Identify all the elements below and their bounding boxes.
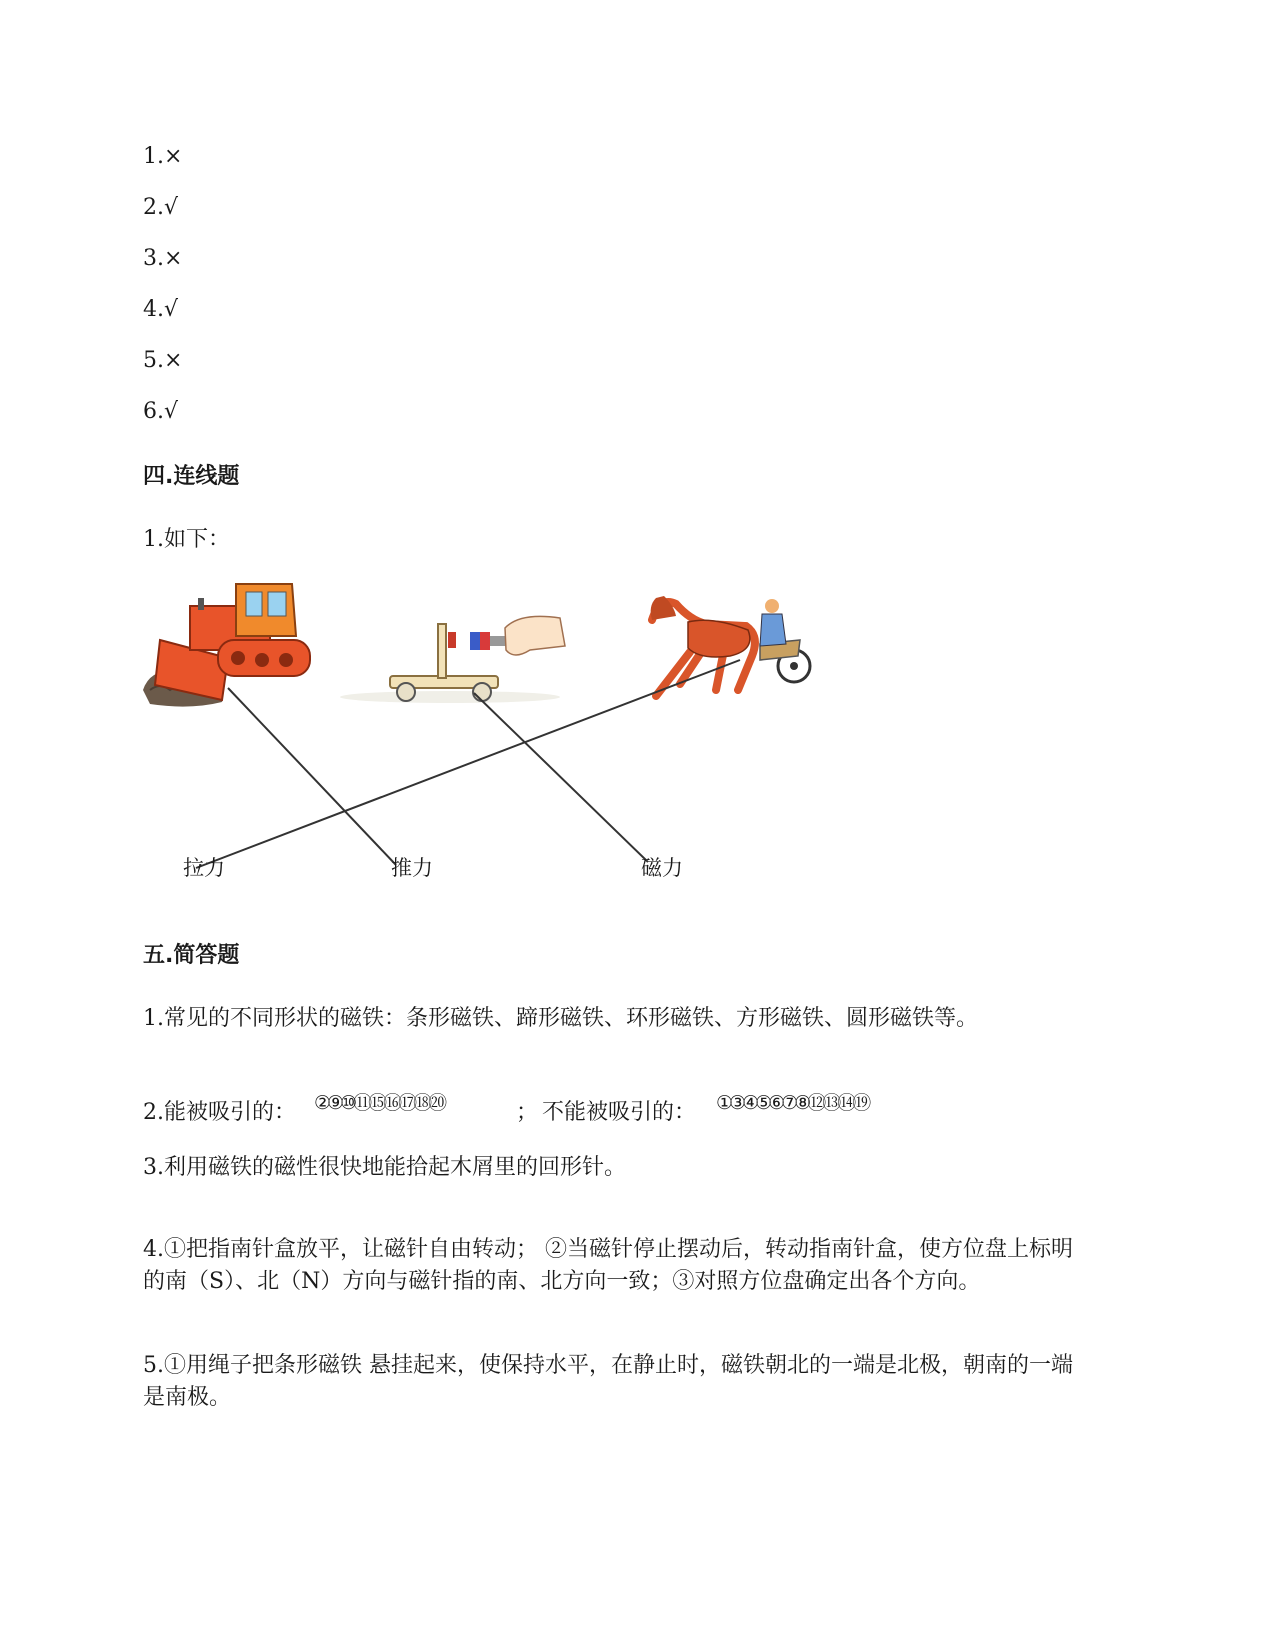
answer-5-4: 4.①把指南针盒放平，让磁针自由转动； ②当磁针停止摆动后，转动指南针盒，使方位盘上标明的南（S）、北（N）方向与磁针指的南、北方向一致；③对照方位盘确定出各个方向。 bbox=[143, 1237, 1073, 1294]
answer-5-5: 5.①用绳子把条形磁铁 悬挂起来，使保持水平，在静止时，磁铁朝北的一端是北极，朝南的一端是南极。 bbox=[143, 1353, 1073, 1410]
section-5-title: 五.简答题 bbox=[143, 943, 240, 968]
label-push: 推力 bbox=[391, 856, 433, 880]
answer-5: 5.× bbox=[143, 348, 183, 373]
answer-5-3: 3.利用磁铁的磁性很快地能拾起木屑里的回形针。 bbox=[143, 1155, 626, 1180]
not-attracted-items: ①③④⑤⑥⑦⑧⑫⑬⑭⑲ bbox=[716, 1092, 868, 1114]
answer-4: 4.√ bbox=[143, 297, 179, 322]
line-cart-to-magnetic bbox=[474, 693, 648, 862]
label-pull: 拉力 bbox=[183, 856, 225, 880]
answer-5-2-prefix: 2.能被吸引的： bbox=[143, 1100, 296, 1125]
attracted-items: ②⑨⑩⑪⑮⑯⑰⑱⑳ bbox=[314, 1092, 444, 1114]
answer-5-2-separator: ； bbox=[516, 1100, 539, 1125]
answer-3: 3.× bbox=[143, 246, 183, 271]
section-4-title: 四.连线题 bbox=[143, 464, 240, 489]
answer-6: 6.√ bbox=[143, 399, 179, 424]
bulldozer-illustration bbox=[143, 584, 310, 707]
magnet-cart-illustration bbox=[340, 616, 565, 703]
answer-5-1: 1.常见的不同形状的磁铁：条形磁铁、蹄形磁铁、环形磁铁、方形磁铁、圆形磁铁等。 bbox=[143, 1006, 978, 1031]
line-bulldozer-to-push bbox=[228, 688, 396, 865]
label-magnetic: 磁力 bbox=[641, 856, 683, 880]
answer-2: 2.√ bbox=[143, 195, 179, 220]
horse-cart-illustration bbox=[651, 596, 810, 696]
answer-1: 1.× bbox=[143, 144, 183, 169]
section-4-q1: 1.如下： bbox=[143, 527, 230, 552]
answer-5-2-not-prefix: 不能被吸引的： bbox=[542, 1100, 697, 1125]
